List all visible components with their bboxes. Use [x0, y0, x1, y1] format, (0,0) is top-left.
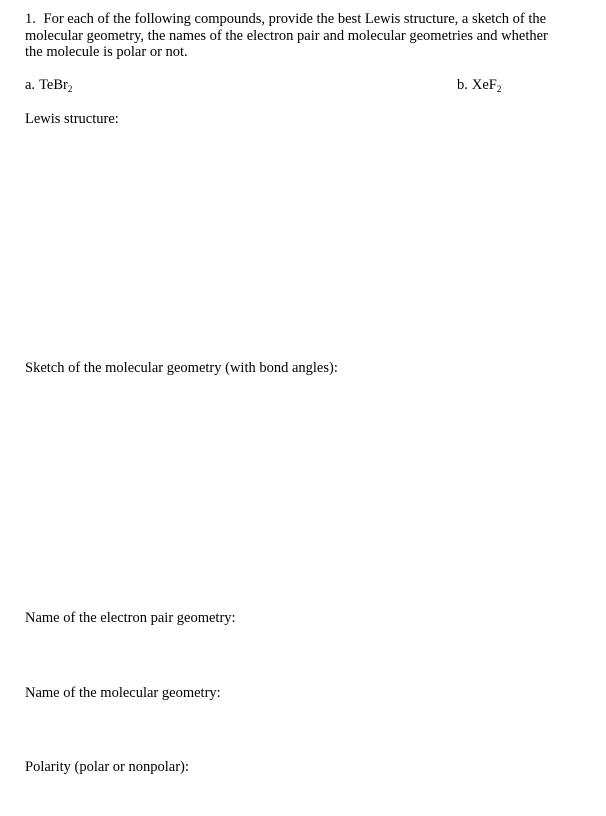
- compound-b-formula: XeF: [471, 77, 497, 93]
- question-text-block: [25, 11, 565, 61]
- question-number: 1.: [25, 11, 36, 27]
- compound-a: [25, 77, 72, 94]
- compound-b: [457, 77, 501, 94]
- compound-b-subscript: 2: [496, 84, 502, 94]
- compound-a-formula: TeBr: [39, 77, 68, 93]
- compound-a-letter: a.: [25, 77, 36, 93]
- electron-pair-geometry-prompt: Name of the electron pair geometry:: [25, 610, 236, 626]
- compound-a-subscript: 2: [67, 84, 73, 94]
- sketch-prompt: Sketch of the molecular geometry (with bond angles):: [25, 360, 338, 376]
- compound-b-letter: b.: [457, 77, 468, 93]
- polarity-prompt: Polarity (polar or nonpolar):: [25, 759, 189, 775]
- molecular-geometry-prompt: Name of the molecular geometry:: [25, 685, 221, 701]
- question-instructions: For each of the following compounds, provide the best Lewis structure, a sketch of the molecular geometry, the names of the electron pair and molecular geometries and whether the molecule is polar or not.: [25, 11, 548, 60]
- lewis-structure-prompt: Lewis structure:: [25, 111, 119, 127]
